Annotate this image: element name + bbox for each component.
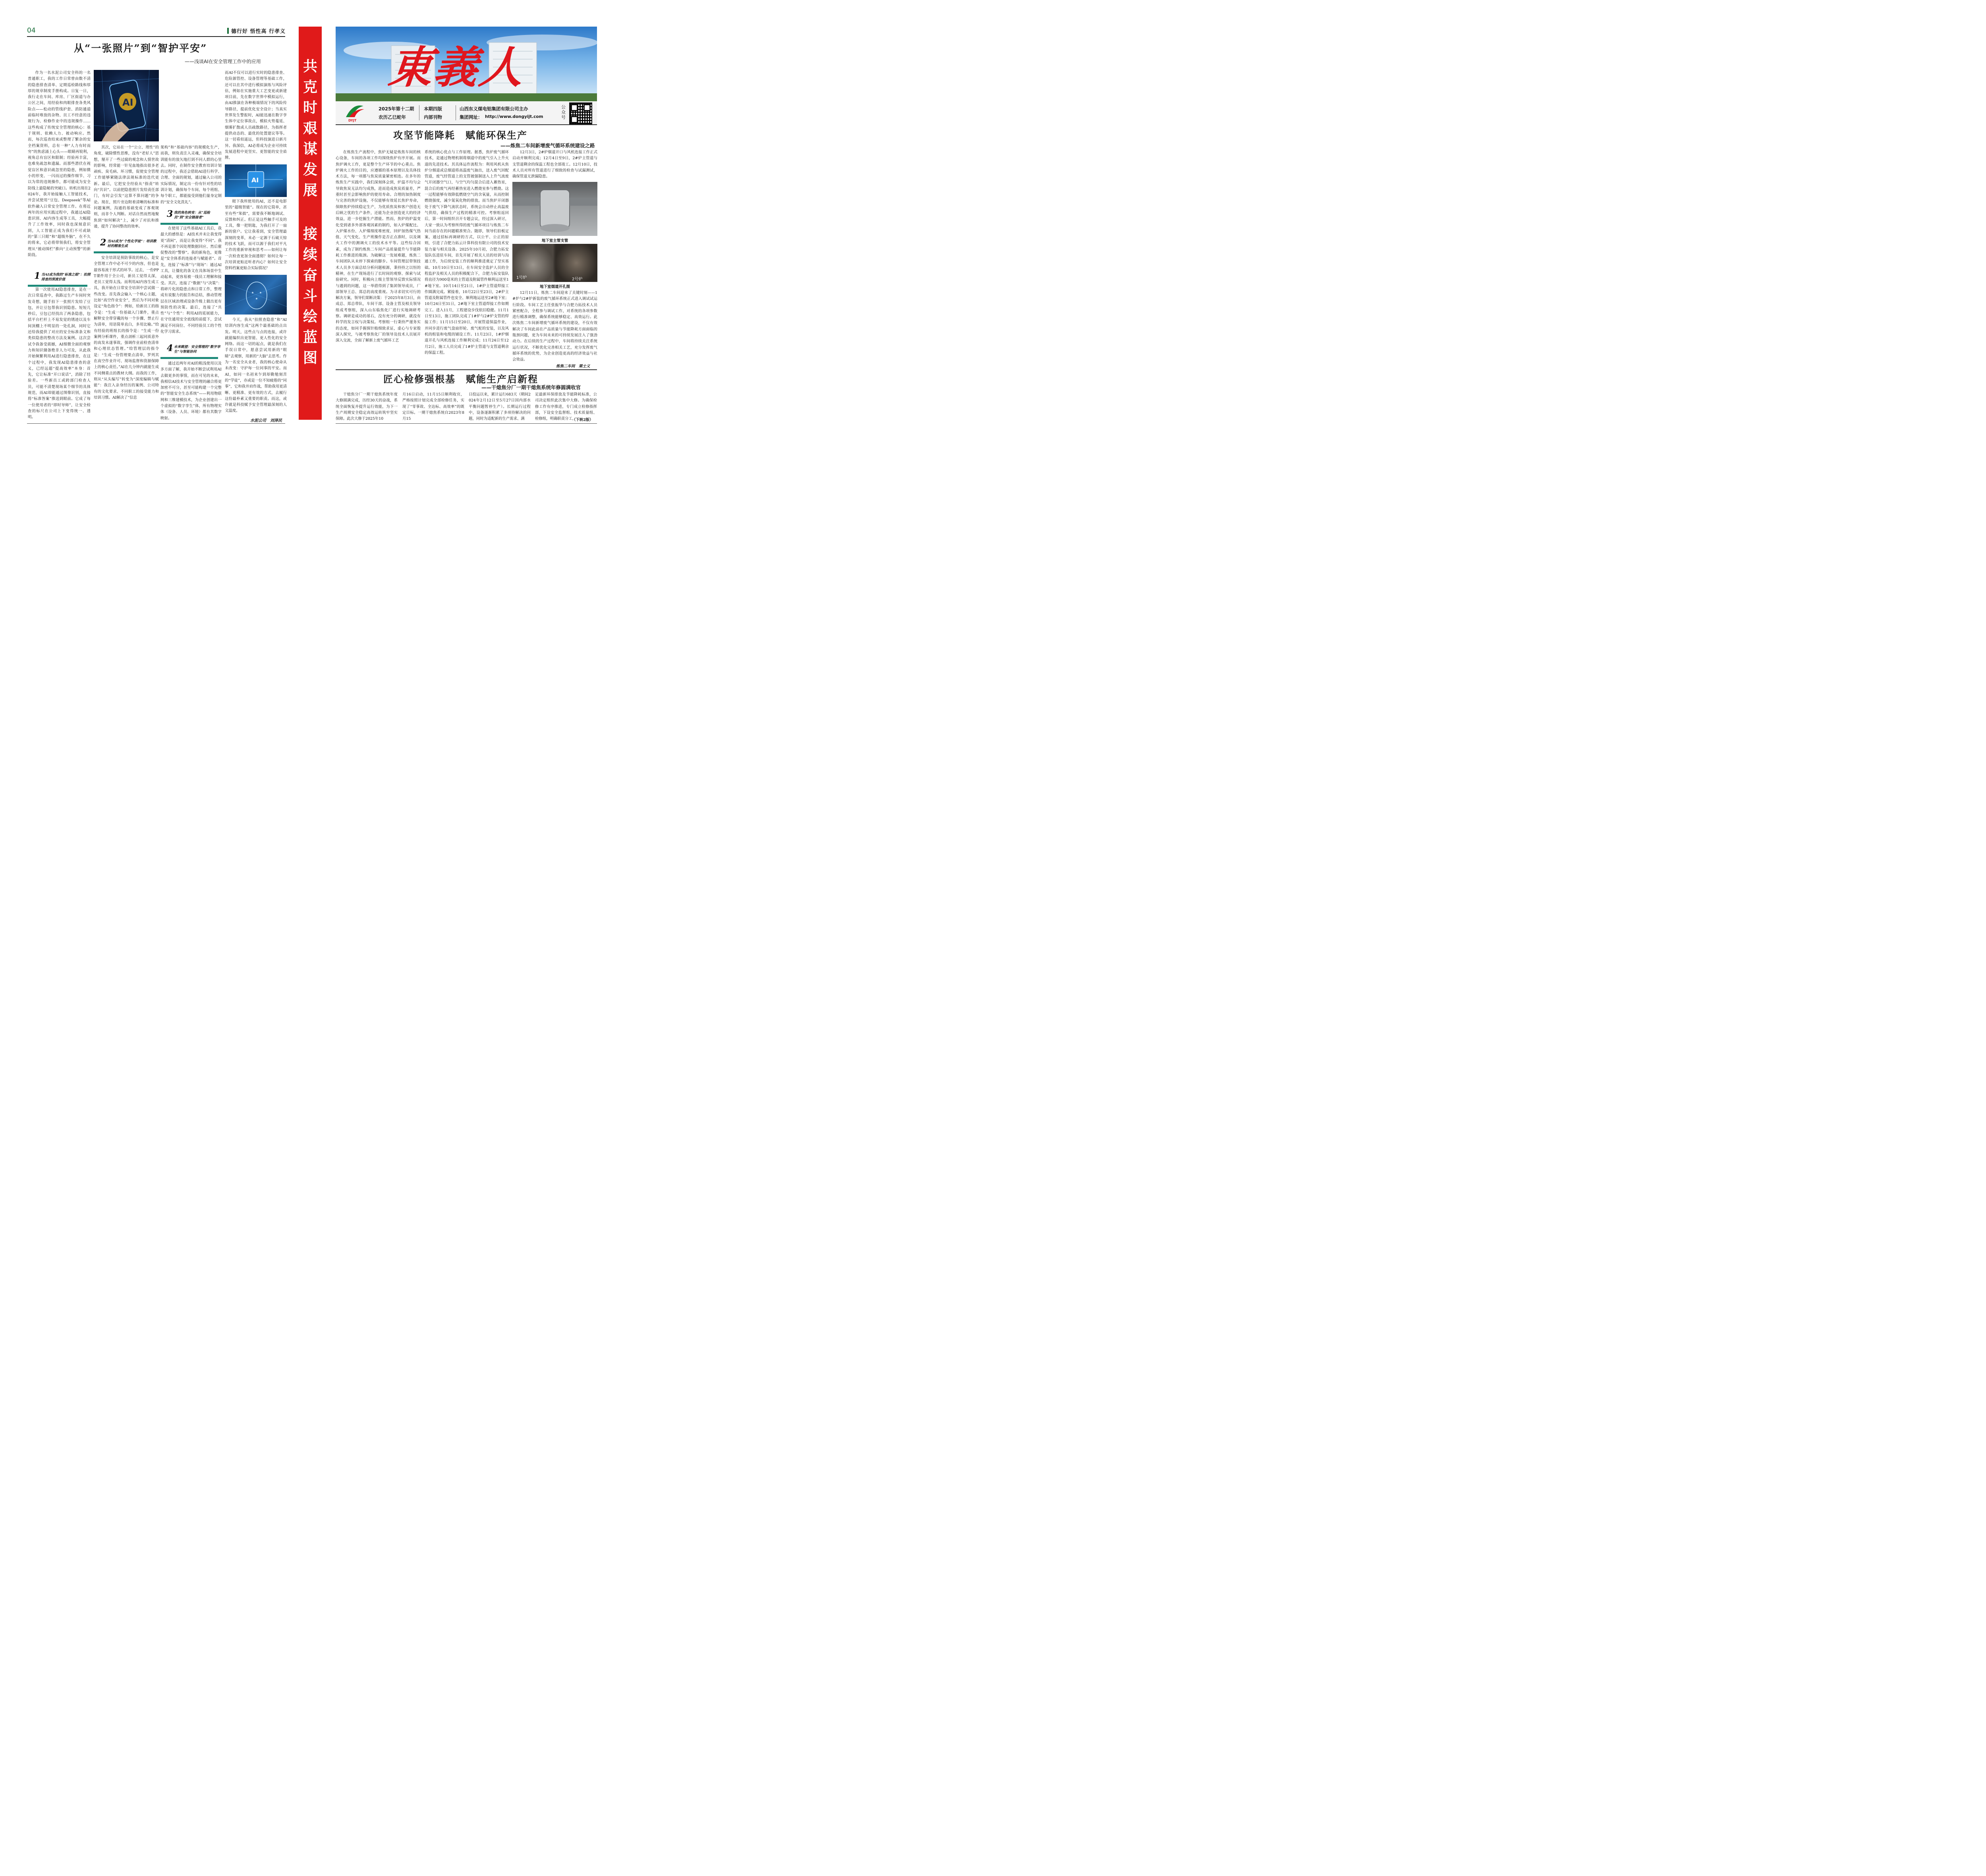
article2-column-1: [336, 149, 421, 369]
ai-chip-image: [225, 164, 287, 197]
article3-column-3: [469, 392, 531, 423]
body-text: 在使用了这些基础AI工具后，我最大的感悟是：AI技术并未让我变得更“清闲”，而是让我变得“不同”。我不再是那个因处理数据回应、然后催促整改的“警察”。我的新角色，更像是“安全体系的连接者与赋能者”。首先，连接了“标准”与“现场”：通过AI工具，让僵化的条文在具体场景中生动起来，更容易被一线员工理解和接受。其次，连接了“数据”与“决策”：将碎片化的隐患点和日常工作，整理成有说服力的报告和总结，推动管理层在区域治理或设备升级上做出更有预防性的决策。最后，连接了“共性”与“个性”：利用AI的延展能力，在守住通用安全底线的前提下，尝试满足不同岗位、不同经验员工的个性化学习需求。: [160, 226, 222, 334]
body-text: 系统的核心优点与工作原理。据悉，焦炉废气循环技术，是通过物理机制将烟道中的废气引入上升火道的先进技术。其具体运作流程为：利用风机从焦炉分烟道或总烟道将高温废气抽出，送入废气回配管道，废气经管道上的支管被强制送入上升气流废气开闭器空气口，与空气均匀混合后进入蓄热室，混合后的废气再经蓄热室进入燃烧室参与燃烧。这一过程能够有效降低燃烧空气的含氧量，从而控制燃烧强度，减少氮氧化物的排放。而当焦炉开闭器处于废气下降气流状态时，系统会自动停止高温废气供给，确保生产过程的精准可控。考察组返回后，第一时间组织召开专题会议，经过深入研讨，大家一致认为考察所得的废气循环项目与炼焦二车间当前存在的问题精准契合。随即，领导们拍板定案，通过招标再调研的方式，以公平、公正的原则，引进了合肥力拓云计算科技有限公司的技术安装力量与相关设备。2025年10月初，合肥力拓安装队伍进驻车间，首先开展了相关人员的培训与沟通工作，为后续安装工作的顺利推进奠定了坚实基础。10月10日至13日，在车间安全监护人员的全程监护及相关人员的积极配合下，合肥力拓安装队将直径为900毫米的主管道及附属管件顺利运送至1#地下室。10月14日至21日，1#炉主管道焊接工作圆满完成。紧接着，10月22日至23日，2#炉主管道及附属管件也安全、顺利地运送至2#地下室；10月24日至31日，2#地下室主管道焊接工作如期完工。进入11月，工程建设步伐依旧稳健。11月1日至13日，施工团队完成了1#炉与2#炉支管的焊接工作；11月15日至20日，开展管道保温作业，并同步进行废气盘扇形轮、废气蛇的安装，以及风机的组装和电缆的铺设工作。11月23日，1#炉烟道开孔与风机连接工作顺利完成；11月24日至12月2日，施工人员完成了1#炉主管道与支管道剩余的保温工程。: [425, 150, 509, 355]
ai-face-illustration: [225, 275, 287, 315]
photo-caption: 地下室主管支管: [541, 239, 568, 243]
body-text: 足最新环保排放及节能降耗标准，公司决定组织此次集中大修。为确保检修工作有序推进，专门成立检修指挥部，下设安全监督组、技术质量组、检修组，明确职责分工，: [535, 392, 597, 421]
motto: 德行好 悟性高 行孝义: [231, 29, 286, 35]
banner-char: 谋: [303, 141, 317, 157]
body-column-2: [94, 145, 159, 235]
motto-marker: [227, 28, 229, 34]
subsection-number: 3: [167, 209, 173, 219]
ai-hand-image: [94, 70, 159, 141]
body-text: 今天，我从“拍照查隐患”和“AI培训内容生成”这两个最基础的点出发。明天，这些点与点的连接，或许就能编织出更智能、更人性化的安全网络。而这一切的起点，就是我们在手误日常中，愿意尝试用新的“眼睛”去观察，用新的“大脑”去思考。作为一名安全从业者，我的核心使命从未改变：守护每一位同事的平安。而AI，如同一名初来乍到却勤勉刻苦的“学徒”，亦或是一位不知疲倦的“同事”，它和我并肩作战，帮助我用更清晰、更精准、更有效的方式，去履行这份最朴素又重要的职责。而这，或许就是科技赋予安全管理最深刻的人文温度。: [225, 318, 287, 413]
banner-char: 艰: [303, 120, 317, 137]
article-subheadline: ——浅谈AI在安全管理工作中的应用: [185, 59, 261, 64]
banner-char: 接: [303, 226, 317, 242]
body-column-1b: [28, 287, 91, 422]
sponsor: 山西东义煤电铝集团有限公司主办: [460, 106, 528, 112]
body-text: 12月3日，2#炉烟道开口与风机连接工作正式启动并顺利完成；12月4日至9日，2#炉主管道与支管道剩余的保温工程也全部竣工。12月10日，技术人员对所有管道进行了细致的检查与试漏测试，确保管道无泄漏隐患。: [512, 150, 597, 179]
body-text: 第一次使用AI隐患排查，是在一次日常巡查中，我路过生产车间时突发奇想，随手拍下一张照片发给了豆包，并让豆包帮我识别隐患。短短几秒后，豆包已经找出了两条隐患，包括平台栏杆上不易发觉的锈迹以及车间顶棚上不明显的一处孔洞，同时它还给我提供了对应的安全标准条文和类似隐患的整改方法及案例。这次尝试令我备受震撼，AI细微全面的观察力和知识储备绝非人力可及，从此我开始频繁利用AI进行隐患排查，在这个过程中，我发现AI隐患排查的意义，已经远超“提高效率”本身：首先，它让标准“开口说话”，消除了经验差。一些新员工或跨部门检查人员，可能不清楚现场某个细节的具体规范，而AI却能通过图像识别，直接将“标准答案”推送到眼前。它成了每一位使用者的“即时导师”，让安全检查的标尺在公司上下变得统一、透明。: [28, 288, 91, 420]
svg-text:AI: AI: [122, 97, 133, 108]
article-separator: [336, 369, 597, 370]
masthead-rule: [336, 124, 597, 125]
banner-char: 时: [303, 99, 317, 116]
article2-byline: 炼焦二车间 栗士义: [556, 364, 590, 369]
subsection-title: 当AI成为“个性化学徒”：培训教材的精准生成: [107, 239, 156, 248]
lunar-year: 农历乙巳蛇年: [379, 114, 406, 120]
banner-char: 续: [303, 246, 317, 263]
pipe-illustration: [512, 182, 597, 236]
banner-char: 克: [303, 79, 317, 95]
ai-face-image: [225, 275, 287, 315]
subsection-title: 我的角色转变：从“巡检员”到“安全链接者”: [174, 211, 210, 220]
article2-subheadline: ——炼焦二车间新增废气循环系统建设之路: [500, 143, 595, 149]
body-column-4: [225, 70, 287, 162]
body-text: 月16日启动，11月15日顺利收官，严格按照计划完成全部检修任务，实现了“零事故、全达标、高效率”的既定目标。一期干熄焦系统自2023年8月15: [402, 392, 464, 421]
ai-chip-illustration: [225, 164, 287, 197]
photo-caption: 地下室烟道开孔图: [539, 285, 570, 289]
subsection-bar: [160, 223, 218, 225]
company-logo: [344, 104, 366, 123]
subsection-heading-1: [28, 270, 91, 288]
body-column-3c: [160, 361, 222, 422]
body-text: 其次，它站在一个“公立、理性”的角度，破除惯性思维，没有“老好人”思想，掰开了一些过腐的观念和人情世故的影响，经常能一针见血地指出很多老顽疾、臭毛病、坏习惯，促使安全管理工作能够紧随法律法规标准的迭代更新。最后，它把安全经验从“指责”转向“共识”。以前把隐患照片发给责任部门，有时会引发“这算不算问题”的争论。现在，照片旁边附着清晰的标准和问题案例，沟通的基础变成了客观规则，而非个人判断。对话自然而然地聚焦到“如何解决”上，减少了对抗和推诿，提升了协同整改的效率。: [94, 145, 159, 229]
article3-column-2: [402, 392, 464, 423]
body-text: 12月11日，炼焦二车间迎来了关键时刻——1#炉与2#炉新装的废气循环系统正式进入调试试运行阶段。车间工艺主任张振华与合肥力拓技术人员紧密配合，全程参与调试工作，对系统的各项参数进行精准调整，确保系统能够稳定、高效运行。此次炼焦二车间新增废气循环系统的建设，不仅有效解决了车间此前在产品质量与节能降耗方面面临的瓶颈问题，更为车间未来的可持续发展注入了强劲动力。在后续的生产过程中，车间将持续关注系统运行状况，不断优化完善相关工艺，充分发挥废气循环系统的优势，为企业创造更高的经济效益与社会效益。: [512, 291, 597, 362]
continued-note: （下转2版）: [572, 418, 593, 422]
article2-column-2: [425, 149, 509, 369]
article-byline: 水泥公司 刘泽民: [250, 419, 282, 423]
subsection-title: 当AI成为我的“标准之眼”：拍照排查的深度价值: [41, 273, 91, 282]
subsection-heading-4: [160, 342, 222, 360]
banner-text-top: [299, 27, 322, 201]
subsection-heading-2: [94, 237, 159, 254]
banner-char: 奋: [303, 267, 317, 284]
body-column-4c: [225, 317, 287, 411]
masthead-image: [336, 27, 597, 101]
article2-column-3: [512, 149, 597, 180]
subsection-bar: [160, 357, 218, 359]
body-column-3: [160, 145, 222, 207]
body-text: 作为一名水泥公司安全科的一名普通职工，我的工作日常曾由数不清的隐患排查清单、定期巡检路线和厚厚的规章制度手册构成。日复一日，我行走在车间、库房、厂区街道与办公区之间，用经验和肉眼排查各类风险点——松动的管线护套、消防通道前临时堆放的杂物、员工不经意的违规行为、检修作业中的违规操作……这些构成了传统安全管理的核心：基于规则、依赖人力、被动响应。然而，每次巡查结束或整理了繁杂的安全档案资料，总有一种“人力有时而穷”的焦虑涌上心头——眼睛再锐利，视角总有盲区和限制；经验再丰富，也难免疏忽和遗漏。而那些潜伏在视觉盲区和意识疏忽里的隐患，例如微小的形变、一闪而过的操作细节、习以为常的违规操作，都可能成为安全防线上最隐秘的突破口。转机出现在2024年，我开始接触人工智能技术，并尝试使用“豆包、Deepseek”等AI软件融入日常安全管理工作。在将近两年的应用实践过程中，我通过AI隐患识别、AI内容生成等工具，大幅提升了工作效率，同时我也深刻意识到，人工智能正成为我们不可或缺的“第三只眼”和“超级外脑”，在不久的将来，它必将带领我们，将安全管理从“被动围栏”推向“主动预警”的新阶段。: [28, 71, 91, 257]
body-column-4b: [225, 199, 287, 272]
subsection-title: 未来眺望：安全管理的“数字孪生”与智能协同: [174, 345, 220, 354]
banner-char: 蓝: [303, 329, 317, 345]
ai-phone-illustration: [94, 70, 159, 141]
body-column-1: [28, 70, 91, 271]
footer-rule: [27, 423, 285, 424]
body-text: 而AI不仅可以进行实时的隐患排查、危险源管控、设备管理等基础工作，还可以在其中进行模拟演练与风险评估，例如在实施重大工艺变更或新建项目前，先在数字世界中模拟运行，由AI推演在各种极端情况下的风险传导路径，提前优化安全设计；当真实世界发生警报时，AI能迅速在数字孪生体中定位事故点，模拟火势蔓延、烟雾扩散或人员疏散路径，为指挥者提供动态的、最优的处置建议等等。这一切看似遥远，但科技演进日新月异。我深信，AI必将成为企业可持续发展进程中更坚实、更智能的安全盾牌。: [225, 71, 287, 160]
company-logo-text: DYJT: [348, 119, 357, 122]
body-text: 日投运以来，累计运行683天（期间2024年2月12日至5月27日因内部水平衡问题暂停生产）。长期运行过程中，设备逐渐积累了多项待解决的问题，同时为适配新的生产需求、满: [469, 392, 531, 421]
article-headline: 从“一张照片”到“智护平安”: [74, 42, 207, 54]
header-rule: [27, 36, 285, 37]
masthead-info: [336, 101, 597, 124]
body-text: 架构”和“基础内容”的规模化生产，而我，则负责注入灵魂，确保安全培训能有的放矢地打到不同人群的心里去。同时，在制作安全教育培训计划的过程中，我还会借助AI进行科学、合理、全面的规划，通过输入公司的实际情况，制定出一份有针对性的培训计划，确保每个车间、每个班组、每个职工，都能接受到他们量身定制的“安全文化洗礼”。: [160, 145, 222, 205]
subsection-bar: [94, 251, 153, 253]
footer-rule: [336, 423, 597, 424]
photo-flue-opening: [512, 244, 597, 282]
subsection-heading-3: [160, 208, 222, 226]
banner-char: 发: [303, 161, 317, 178]
masthead-title: 東義人: [386, 42, 527, 93]
article3-subheadline: ——干熄焦分厂一期干熄焦系统年修圆满收官: [481, 384, 581, 390]
photo-label-furnace-1: 1号炉: [516, 276, 527, 280]
subsection-number: 4: [167, 343, 173, 353]
body-text: 在炼焦生产流程中，焦炉无疑是炼焦车间的核心设备，车间的各项工作均围绕焦炉有序开展。而焦炉调火工作，更是整个生产环节的中心重点。焦炉调火工作的目的，应遵循的基本原理以及具体技术方法，每一项都与焦炭质量紧密相连。在多年的炼焦生产实践中，我们深刻体会到，炉温不均匀会导致焦炭无法均匀成熟，进而造成焦炭质量差，严重时甚至会影响焦炉的使用寿命。合理的加热制度与完善的焦炉设施，不仅能够有效延长焦炉寿命，保障焦炉持续稳定生产，为优质焦炭和客户创造无后顾之忧的生产条件，还能为企业创造更大的经济效益，进一步挖掘生产潜能。然而，焦炉的炉温变化受到诸多外部客观因素的制约，如入炉煤配比、入炉煤水份、入炉煤细度堆密度、回炉加热煤气热值、天气变化、生产班操作是否正点准时，以及调火工作中的测调火工的技术水平等。这些综合因素，成为了制约炼焦二车间产品质量提升与节能降耗工作推进的瓶颈。为破解这一发展难题，炼焦二车间团队从未停下探索的脚步。车间管理层带领技术人员多方面总结分析问题根源，秉持持之以恒的精神，在生产现场进行了长时间的观察、探索与试验研究。同时，积极向上级主管领导反馈实际情况与遇到的问题，这一举措得到了集团领导成员，厂部领导王总、郑总的高度重视。为寻求切实可行的解决方案，领导们果断决策：于2025年8月3日，由成总、郑总带队，车间干部、设备主管及相关领导组成考察组，深入山东临焦化厂进行实地调研考察。调研是成功的基石，没有充分的调研，就没有科学的发言权与决策权。考察组一行秉持严谨务实的态度，如同手握探针般细致求证，虚心与专家殷深入探究，与被考察焦化厂的领导及技术人员展开深入交流，全面了解新上废气循环工艺: [336, 150, 421, 343]
body-column-2b: [94, 255, 159, 422]
banner-text-bottom: [299, 224, 322, 368]
website-label: 集团网址：: [460, 114, 483, 120]
body-text: 干熄焦分厂一期干熄焦系统年度大修圆满完成，历经30天的奋战，系统全面恢复并提升运行效能，为下一生产周期安全稳定高效运转筑牢坚实保障。此次大修于2025年10: [336, 392, 398, 421]
article3-headline: 匠心检修强根基 赋能生产启新程: [383, 373, 538, 385]
banner-char: 共: [303, 58, 317, 75]
body-text: 眼下我所使用的AI，还不是电影里的“超级智能”。现在的它简单，甚至有些“笨拙”，需要我不断地调试、反馈和纠正。但正是这些触手可及的工具，像一把钥匙，为我打开了一扇新的窗户。它让我看到，安全管理最深刻的变革，未必一定源于石破天惊的技术飞跃，而可以源于我们对平凡工作的重新审视和思考——如何让每一次检查更加全面透彻？如何让每一次培训更贴近听者内心？如何让安全资料档案更贴合实际情况？: [225, 199, 287, 271]
article3-column-1: [336, 392, 398, 423]
qr-code-icon[interactable]: [569, 102, 592, 125]
subsection-number: 2: [100, 237, 106, 248]
body-text: 通过近两年对AI的粗浅使用以及多方面了解，我开始不断尝试利用AI去做更多的事情，而在可见的未来，我相信AI技术与安全管理的融合将更加密不可分，甚至可能构建一个完整的“智能安全生态系统”——利用物联网和三维建模技术，为企业创建出一个虚拟的“数字孪生”体，所有物理实体（设备、人员、环境）都有其数字映射。: [160, 361, 222, 421]
subsection-number: 1: [34, 271, 41, 281]
qr-label: 公众号: [561, 104, 566, 120]
body-text: 安全培训是预防事故的核心，是安全管理工作中必不可少的内容，但也是最容易流于形式的环节。过去，一份PPT课件用于全公司，新员工觉得太深，老员工觉得太浅。而利用AI内容生成工具，我开始在日常安全培训中尝试做一些改变。首先我会输入一个核心主题，比如“高空作业安全”，然后为不同对象设定“角色指令”：例如，给新员工的指令是：“生成一份基础入门课件，重点解释安全带穿戴的每一个步骤、禁止行为清单，用语简单直白，多用比喻。”给有经验的班组长的指令是：“生成一份案例分析课件，重点剖析三起同质意外的高发未遂事故，强调作业前检查清单和心理状态管理。”给管理层的指令是：“生成一份管理要点清单，罗列其在高空作业许可、现场监督和资源保障上的核心责任。”AI在几分钟内就能生成不同侧重点的教材大纲。而我的工作，则从“从头编写”转变为“深度编辑与赋能”：我注入亲身经历的案例、公司特有的文化要求、不同职工的接受能力和培训习惯。AI解决了“信息: [94, 256, 159, 400]
company-logo-icon: [344, 104, 366, 120]
svg-text:AI: AI: [251, 176, 259, 184]
photo-label-furnace-2: 2号炉: [572, 277, 583, 282]
photo-pipe-basement: [512, 182, 597, 236]
body-column-3b: [160, 226, 222, 342]
banner-char: 展: [303, 182, 317, 199]
website-link[interactable]: http://www.dongyijt.com: [485, 114, 543, 119]
center-banner: [299, 27, 322, 420]
article2-column-3b: [512, 290, 597, 362]
banner-char: 图: [303, 349, 317, 366]
banner-char: 斗: [303, 288, 317, 304]
internal-label: 内部刊物: [424, 114, 442, 120]
banner-char: 绘: [303, 308, 317, 325]
edition-count: 本期四版: [424, 106, 442, 112]
page-number: 04: [27, 27, 36, 35]
article2-headline: 攻坚节能降耗 赋能环保生产: [393, 129, 527, 141]
issue-number: 2025年第十二期: [379, 106, 414, 112]
